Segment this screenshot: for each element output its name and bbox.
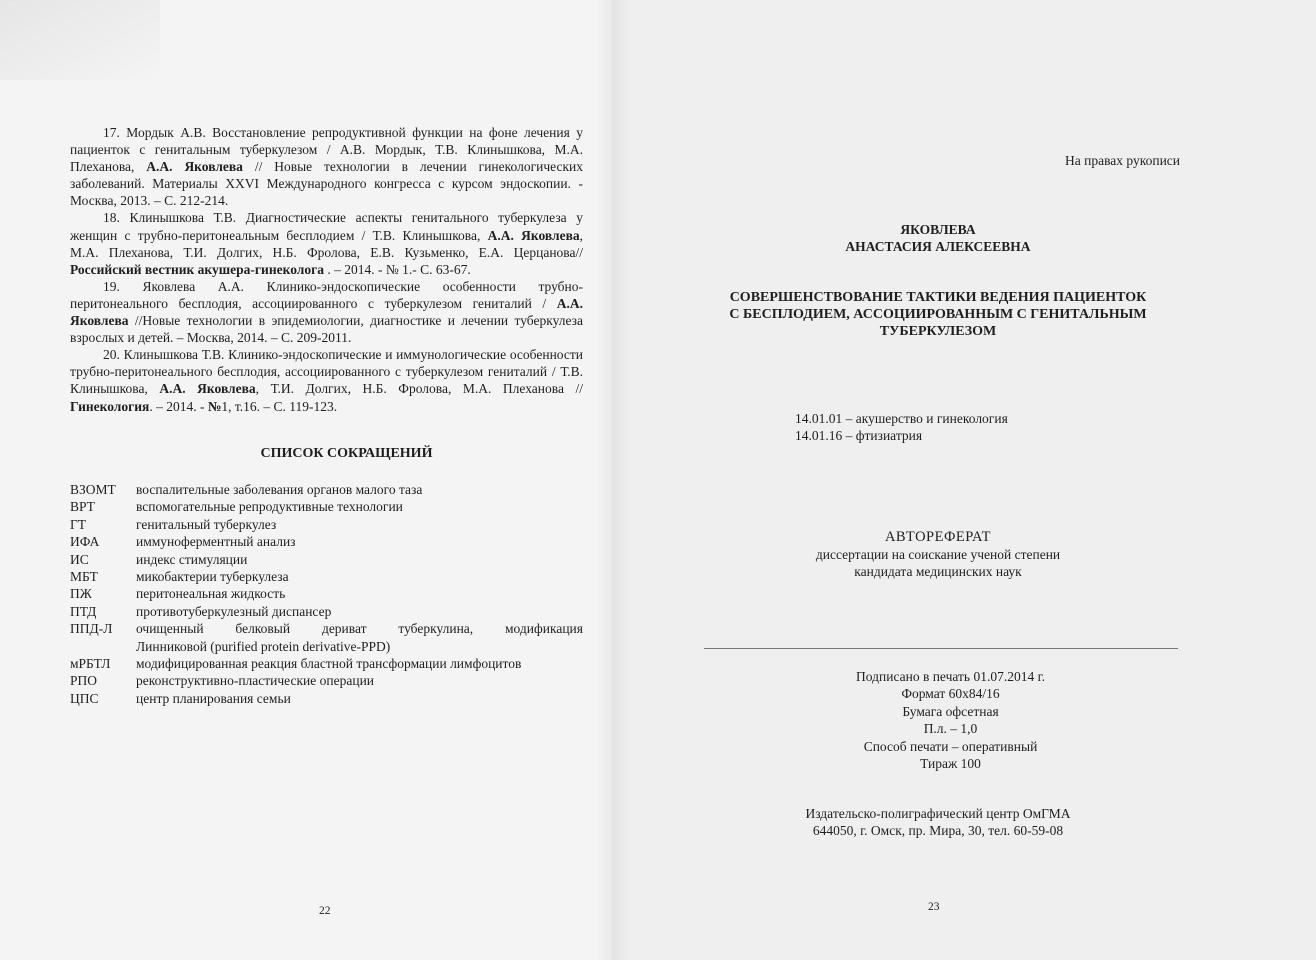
- list-item: [70, 672, 583, 689]
- abbreviation-definition: [136, 620, 583, 655]
- abbreviation-code: ГТ: [70, 516, 87, 532]
- print-info-line: П.л. – 1,0: [923, 721, 978, 737]
- abbreviation-definition-line: очищенный белковый дериват туберкулина, модификация: [136, 621, 583, 637]
- reference-bold-text: Гинекология: [70, 398, 150, 414]
- list-item: [70, 533, 583, 550]
- publisher-line: Издательско-полиграфический центр ОмГМА: [805, 806, 1071, 821]
- manuscript-note: На правах рукописи: [1065, 153, 1181, 168]
- reference-text: . – 2014. -: [149, 398, 208, 414]
- print-info-line: Тираж 100: [920, 756, 981, 772]
- dissertation-title: [676, 289, 1200, 340]
- specialty-line: 14.01.16 – фтизиатрия: [795, 428, 923, 443]
- divider: [704, 648, 1178, 649]
- print-info-line: Способ печати – оперативный: [863, 738, 1038, 754]
- abbreviation-code: ИС: [70, 551, 89, 567]
- abbreviation-code: ЦПС: [70, 690, 99, 706]
- list-item: [70, 603, 583, 620]
- reference-item: [70, 209, 583, 277]
- print-info-line: Подписано в печать 01.07.2014 г.: [856, 669, 1045, 684]
- list-item: [70, 620, 583, 655]
- reference-text: 18. Клинышкова Т.В. Диагностические аспекты генитального туберкулеза у женщин с трубно-перитонеальным бесплодием / Т.В. Клинышкова,: [70, 210, 583, 243]
- page-number: 22: [319, 905, 331, 917]
- list-item: [70, 551, 583, 568]
- title-line: С БЕСПЛОДИЕМ, АССОЦИИРОВАННЫМ С ГЕНИТАЛЬНЫМ: [729, 307, 1147, 322]
- list-item: [70, 585, 583, 602]
- abbreviation-code: МБТ: [70, 569, 98, 585]
- abbreviation-definition: перитонеальная жидкость: [136, 586, 286, 602]
- list-item: [70, 655, 583, 672]
- publisher-info: [612, 805, 1264, 839]
- left-page: [0, 0, 612, 960]
- abstract-line: кандидата медицинских наук: [854, 564, 1022, 579]
- reference-bold-text: №: [207, 398, 222, 414]
- abbreviation-code: ВЗОМТ: [70, 482, 116, 497]
- abbreviation-definition-line: Линниковой (purified protein derivative-PPD): [136, 638, 391, 654]
- abbreviations-list: [70, 481, 583, 707]
- abbreviation-definition: реконструктивно-пластические операции: [136, 673, 375, 689]
- specialty-codes: [795, 410, 1008, 444]
- abbreviation-code: РПО: [70, 673, 98, 689]
- abbreviation-definition: генитальный туберкулез: [136, 516, 277, 532]
- abbreviation-code: ПТД: [70, 603, 97, 619]
- reference-text: . – 2014. - № 1.- С. 63-67.: [323, 261, 471, 277]
- abbreviation-code: ППД-Л: [70, 621, 113, 637]
- abstract-label: АВТОРЕФЕРАТ: [884, 529, 992, 545]
- abbreviation-code: мРБТЛ: [70, 656, 111, 672]
- right-page: [612, 0, 1316, 960]
- list-item: [70, 690, 583, 707]
- print-info-line: Бумага офсетная: [902, 703, 999, 719]
- list-item: [70, 516, 583, 533]
- abbreviation-definition: противотуберкулезный диспансер: [136, 603, 332, 619]
- page-number: 23: [928, 901, 940, 913]
- reference-item: [70, 124, 583, 209]
- list-item: [70, 481, 583, 498]
- print-info: [612, 668, 1289, 772]
- reference-text: , М.А. Плеханова, Т.И. Долгих, Н.Б. Фролова, Е.В. Кузьменко, Е.А. Церцанова//: [70, 227, 584, 260]
- reference-item: [70, 278, 583, 346]
- reference-text: , Т.И. Долгих, Н.Б. Фролова, М.А. Плеханова //: [255, 381, 583, 397]
- reference-list: [70, 124, 583, 415]
- abbreviations-heading: СПИСОК СОКРАЩЕНИЙ: [260, 446, 433, 461]
- abbreviation-definition: индекс стимуляции: [136, 551, 248, 567]
- reference-text: //Новые технологии в эпидемиологии, диагностике и лечении туберкулеза взрослых и детей. – Москва, 2014. – С. 209-2011.: [70, 313, 583, 346]
- print-info-line: Формат 60х84/16: [901, 686, 1000, 702]
- reference-bold-text: А.А. Яковлева: [159, 381, 256, 397]
- author-surname: ЯКОВЛЕВА: [900, 222, 976, 237]
- author-given-names: АНАСТАСИЯ АЛЕКСЕЕВНА: [845, 238, 1031, 254]
- reference-bold-text: А.А. Яковлева: [70, 295, 583, 329]
- abbreviation-definition: модифицированная реакция бластной трансформации лимфоцитов: [136, 656, 522, 672]
- abbreviation-definition: воспалительные заболевания органов малого таза: [136, 482, 423, 497]
- reference-text: 1, т.16. – С. 119-123.: [221, 398, 338, 414]
- reference-text: 20. Клинышкова Т.В. Клинико-эндоскопические и иммунологические особенности трубно-перитонеального бесплодия, ассоциированного с туберкулезом гениталий / Т.В. Клинышкова,: [70, 347, 583, 397]
- list-item: [70, 498, 583, 515]
- abbreviation-definition: микобактерии туберкулеза: [136, 569, 289, 585]
- abbreviation-code: ВРТ: [70, 499, 95, 515]
- abstract-block: [612, 529, 1264, 580]
- abstract-line: диссертации на соискание ученой степени: [815, 547, 1061, 562]
- title-line: ТУБЕРКУЛЕЗОМ: [879, 324, 997, 339]
- reference-bold-text: А.А. Яковлева: [487, 227, 580, 243]
- abbreviation-definition: центр планирования семьи: [136, 690, 291, 706]
- list-item: [70, 568, 583, 585]
- reference-bold-text: Российский вестник акушера-гинеколога: [70, 261, 324, 277]
- reference-text: // Новые технологии в лечении гинекологических заболеваний. Материалы XXVI Международного конгресса с курсом эндоскопии. - Москва, 2013. – С. 212-214.: [70, 159, 583, 209]
- abbreviation-code: ИФА: [70, 534, 100, 550]
- specialty-line: 14.01.01 – акушерство и гинекология: [795, 411, 1008, 426]
- abbreviation-code: ПЖ: [70, 586, 92, 602]
- abbreviation-definition: иммуноферментный анализ: [136, 534, 296, 550]
- reference-text: 17. Мордык А.В. Восстановление репродуктивной функции на фоне лечения у пациенток с генитальным туберкулезом / А.В. Мордык, Т.В. Клинышкова, М.А. Плеханова,: [70, 125, 583, 175]
- abbreviation-definition: вспомогательные репродуктивные технологии: [136, 499, 403, 515]
- publisher-line: 644050, г. Омск, пр. Мира, 30, тел. 60-59-08: [812, 823, 1064, 838]
- title-line: СОВЕРШЕНСТВОВАНИЕ ТАКТИКИ ВЕДЕНИЯ ПАЦИЕНТОК: [729, 290, 1147, 305]
- author-name: [612, 222, 1264, 255]
- reference-bold-text: А.А. Яковлева: [146, 159, 243, 175]
- reference-item: [70, 346, 583, 414]
- reference-text: 19. Яковлева А.А. Клинико-эндоскопические особенности трубно-перитонеального бесплодия, ассоциированного с туберкулезом гениталий /: [70, 278, 583, 311]
